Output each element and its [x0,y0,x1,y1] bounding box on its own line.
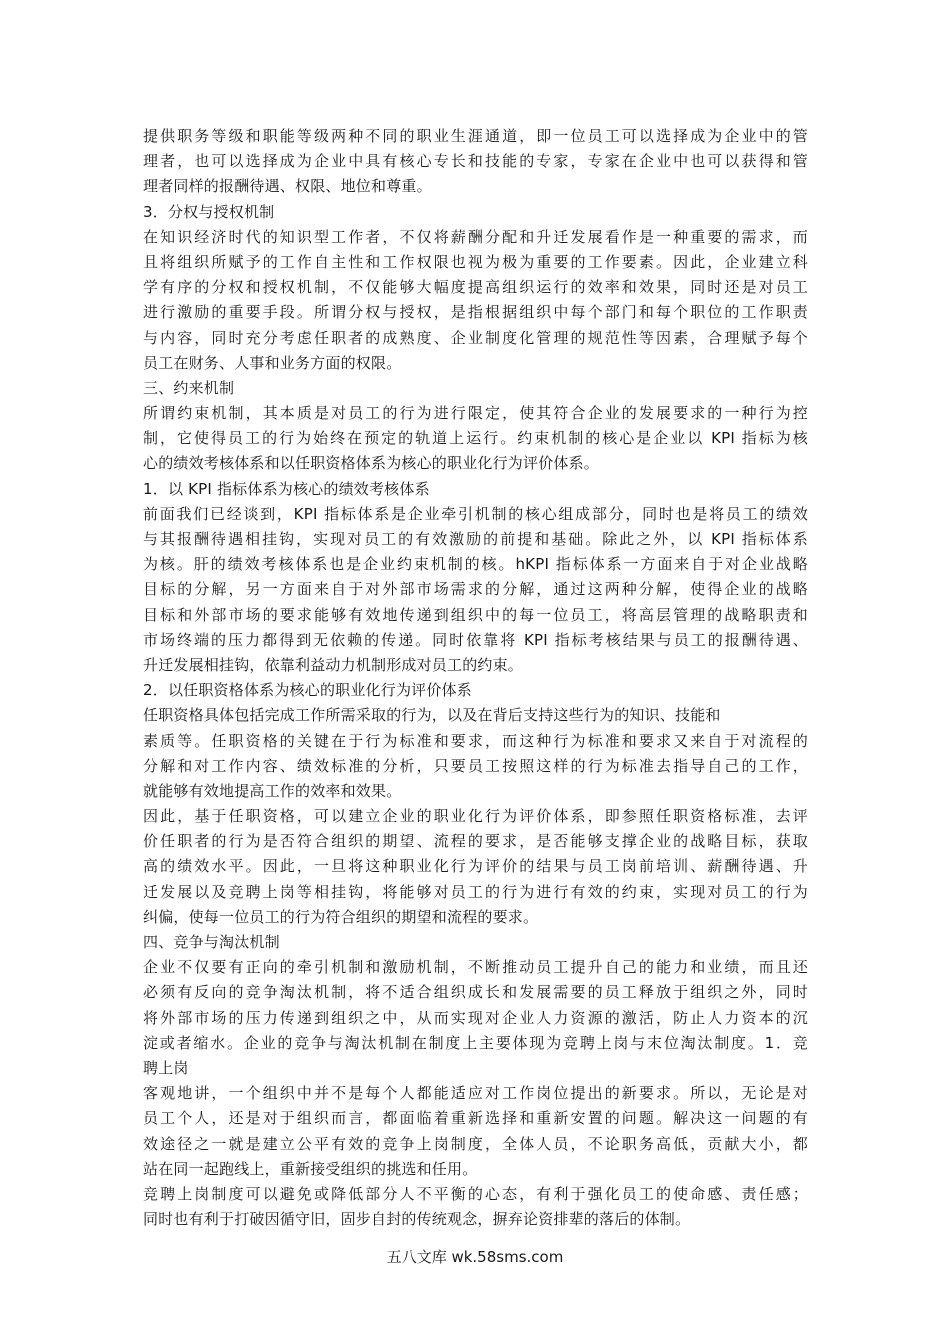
text-line: 纠偏，使每一位员工的行为符合组织的期望和流程的要求。 [143,907,539,926]
text-line: 效途径之一就是建立公平有效的竞争上岗制度，全体人员，不论职务高低，贡献大小，都 [143,1134,808,1153]
text-line: 升迁发展相挂钩，依靠利益动力机制形成对员工的约束。 [143,655,524,674]
text-line: 三、约来机制 [143,378,235,397]
text-line: 与内容，同时充分考虑任职者的成熟度、企业制度化管理的规范性等因素，合理赋予每个 [143,328,808,347]
text-line: 聘上岗 [143,1058,189,1077]
text-line: 3．分权与授权机制 [143,202,275,221]
text-line: 为核。肝的绩效考核体系也是企业约束机制的核。hKPI 指标体系一方面来自于对企业战略 [143,555,808,574]
text-line: 员工个人，还是对于组织而言，都面临着重新选择和重新安置的问题。解决这一问题的有 [143,1109,808,1128]
document-body [143,124,808,1232]
text-line: 所谓约束机制，其本质是对员工的行为进行限定，使其符合企业的发展要求的一种行为控 [143,404,808,423]
text-line: 高的绩效水平。因此，一旦将这种职业化行为评价的结果与员工岗前培训、薪酬待遇、升 [143,857,808,876]
text-line: 市场终端的压力都得到无依赖的传递。同时依靠将 KPI 指标考核结果与员工的报酬待遇、 [143,630,808,649]
text-line: 理者同样的报酬待遇、权限、地位和尊重。 [143,177,432,196]
text-line: 同时也有利于打破因循守旧，固步自封的传统观念，摒弃论资排辈的落后的体制。 [143,1210,691,1229]
text-line: 与其报酬待遇相挂钩，实现对员工的有效激励的前提和基础。除此之外，以 KPI 指标体系 [143,530,808,548]
text-line: 因此，基于任职资格，可以建立企业的职业化行为评价体系，即参照任职资格标准，去评 [143,807,808,826]
text-line: 进行激励的重要手段。所谓分权与授权，是指根据组织中每个部门和每个职位的工作职责 [143,303,808,322]
text-line: 企业不仅要有正向的牵引机制和激励机制，不断推动员工提升自己的能力和业绩，而且还 [143,958,808,977]
text-line: 将外部市场的压力传递到组织之中，从而实现对企业人力资源的激活，防止人力资本的沉 [143,1008,808,1027]
footer-watermark: 五八文库 wk.58sms.com [386,1248,564,1266]
text-line: 在知识经济时代的知识型工作者，不仅将薪酬分配和升迁发展看作是一种重要的需求，而 [143,227,808,246]
text-line: 任职资格具体包括完成工作所需采取的行为，以及在背后支持这些行为的知识、技能和 [143,706,721,725]
text-line: 心的绩效考核体系和以任职资格体系为核心的职业化行为评价体系。 [143,454,600,473]
text-line: 四、竞争与淘汰机制 [143,933,280,951]
text-line: 就能够有效地提高工作的效率和效果。 [143,781,402,800]
text-line: 迁发展以及竞聘上岗等相挂钩，将能够对员工的行为进行有效的约束，实现对员工的行为 [143,882,808,901]
text-line: 价任职者的行为是否符合组织的期望、流程的要求，是否能够支撑企业的战略目标，获取 [143,832,808,851]
text-line: 1．以 KPI 指标体系为核心的绩效考核体系 [143,479,430,498]
text-line: 淀或者缩水。企业的竞争与淘汰机制在制度上主要体现为竞聘上岗与末位淘汰制度。1．竞 [143,1033,808,1052]
text-line: 且将组织所赋予的工作自主性和工作权限也视为极为重要的工作要素。因此，企业建立科 [143,252,808,271]
text-line: 竞聘上岗制度可以避免或降低部分人不平衡的心态，有利于强化员工的使命感、责任感； [143,1184,808,1203]
text-line: 素质等。任职资格的关键在于行为标准和要求，而这种行为标准和要求又来自于对流程的 [143,731,808,750]
text-line: 目标的分解，另一方面来自于对外部市场需求的分解，通过这两种分解，使得企业的战略 [143,580,808,599]
text-line: 必须有反向的竞争淘汰机制，将不适合组织成长和发展需要的员工释放于组织之外，同时 [143,983,808,1002]
text-line: 客观地讲，一个组织中并不是每个人都能适应对工作岗位提出的新要求。所以，无论是对 [143,1084,808,1103]
text-line: 制，它使得员工的行为始终在预定的轨道上运行。约束机制的核心是企业以 KPI 指标为核 [143,429,808,448]
text-line: 2．以任职资格体系为核心的职业化行为评价体系 [143,681,472,700]
text-line: 前面我们已经谈到，KPI 指标体系是企业牵引机制的核心组成部分，同时也是将员工的绩效 [143,504,808,523]
text-line: 学有序的分权和授权机制，不仅能够大幅度提高组织运行的效率和效果，同时还是对员工 [143,278,808,297]
text-line: 提供职务等级和职能等级两种不同的职业生涯通道，即一位员工可以选择成为企业中的管 [143,127,808,145]
text-line: 员工在财务、人事和业务方面的权限。 [143,353,402,372]
text-line: 分解和对工作内容、绩效标准的分析，只要员工按照这样的行为标准去指导自己的工作， [143,756,808,775]
text-line: 目标和外部市场的要求能够有效地传递到组织中的每一位员工，将高层管理的战略职责和 [143,605,808,624]
text-line: 站在同一起跑线上，重新接受组织的挑选和任用。 [143,1159,478,1178]
text-line: 理者，也可以选择成为企业中具有核心专长和技能的专家，专家在企业中也可以获得和管 [143,152,808,171]
